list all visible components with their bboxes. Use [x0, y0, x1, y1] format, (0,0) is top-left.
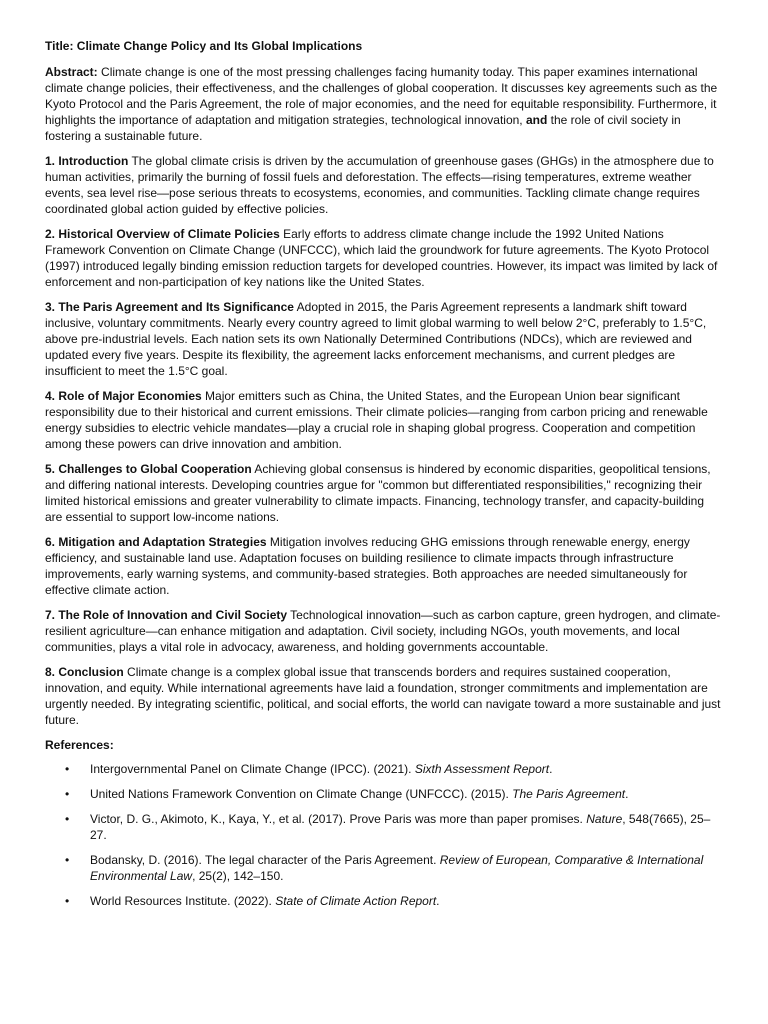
section-paris-agreement: [45, 299, 723, 379]
abstract-text-part1: Climate change is one of the most pressing challenges facing humanity today. This paper examines international climate change policies, their effectiveness, and the challenges of global cooperation. It discusses key agreements such as the Kyoto Protocol and the Paris Agreement, the role of major economies, and the need for equitable responsibility. Furthermore, it highlights the importance of adaptation and mitigation strategies, technological innovation,: [45, 65, 718, 127]
reference-suffix: , 25(2), 142–150.: [192, 869, 284, 883]
reference-text: World Resources Institute. (2022).: [90, 894, 276, 908]
references-heading: [45, 737, 723, 753]
reference-suffix: .: [549, 762, 553, 776]
reference-item: [45, 893, 723, 909]
reference-text: Intergovernmental Panel on Climate Change (IPCC). (2021).: [90, 762, 415, 776]
abstract-paragraph: [45, 64, 723, 144]
section-introduction: [45, 153, 723, 217]
abstract-text-part2: the role of civil society in fostering a sustainable future.: [45, 113, 681, 143]
reference-title: The Paris Agreement: [512, 787, 626, 801]
references-heading-text: References:: [45, 738, 114, 752]
bullet-icon: •: [65, 812, 70, 826]
section-body: Adopted in 2015, the Paris Agreement represents a landmark shift toward inclusive, voluntary commitments. Nearly every country agreed to limit global warming to well below 2°C, preferably to 1.5°C, above pre-industrial levels. Each nation sets its own Nationally Determined Contributions (NDCs), which are reviewed and updated every five years. Despite its flexibility, the agreement lacks enforcement mechanisms, and current pledges are insufficient to meet the 1.5°C goal.: [45, 300, 707, 378]
section-heading: 1. Introduction: [45, 154, 129, 168]
bullet-icon: •: [65, 762, 70, 776]
reference-suffix: .: [625, 787, 629, 801]
reference-text: Bodansky, D. (2016). The legal character of the Paris Agreement.: [90, 853, 440, 867]
reference-suffix: , 548(7665), 25–27.: [90, 812, 711, 842]
reference-suffix: .: [436, 894, 440, 908]
reference-title: Review of European, Comparative & International Environmental Law: [90, 853, 704, 883]
references-list: [45, 761, 723, 909]
reference-item: [45, 852, 723, 884]
section-body: Climate change is a complex global issue that transcends borders and requires sustained cooperation, innovation, and equity. While international agreements have laid a foundation, stronger commitments and implementation are urgently needed. By integrating scientific, political, and social efforts, the world can navigate toward a more sustainable and just future.: [45, 665, 721, 727]
section-conclusion: [45, 664, 723, 728]
section-global-cooperation: [45, 461, 723, 525]
abstract-bold-and: and: [525, 113, 548, 127]
reference-title: Sixth Assessment Report: [414, 762, 550, 776]
document-title: [45, 38, 723, 54]
section-heading: 8. Conclusion: [45, 665, 124, 679]
section-body: Achieving global consensus is hindered by economic disparities, geopolitical tensions, and differing national interests. Developing countries argue for "common but differentiated responsibilities," recognizing their limited historical emissions and greater vulnerability to climate impacts. Financing, technology transfer, and capacity-building are essential to support low-income nations.: [45, 462, 711, 524]
section-heading: 7. The Role of Innovation and Civil Society: [45, 608, 288, 622]
bullet-icon: •: [65, 787, 70, 801]
section-major-economies: [45, 388, 723, 452]
section-heading: 2. Historical Overview of Climate Policies: [45, 227, 280, 241]
section-body: Technological innovation—such as carbon capture, green hydrogen, and climate-resilient agriculture—can enhance mitigation and adaptation. Civil society, including NGOs, youth movements, and local communities, plays a vital role in advocacy, awareness, and holding governments accountable.: [45, 608, 721, 654]
abstract-label: Abstract:: [45, 65, 98, 79]
section-heading: 3. The Paris Agreement and Its Significance: [45, 300, 294, 314]
reference-title: State of Climate Action Report: [275, 894, 437, 908]
section-heading: 6. Mitigation and Adaptation Strategies: [45, 535, 267, 549]
reference-title: Nature: [586, 812, 623, 826]
section-body: The global climate crisis is driven by the accumulation of greenhouse gases (GHGs) in the atmosphere due to human activities, primarily the burning of fossil fuels and deforestation. The effects—rising temperatures, extreme weather events, sea level rise—pose serious threats to ecosystems, economies, and communities. Tackling climate change requires coordinated global action guided by effective policies.: [45, 154, 714, 216]
title-text: Climate Change Policy and Its Global Implications: [76, 39, 363, 53]
reference-item: [45, 761, 723, 777]
reference-text: Victor, D. G., Akimoto, K., Kaya, Y., et al. (2017). Prove Paris was more than paper promises.: [90, 812, 587, 826]
section-mitigation-adaptation: [45, 534, 723, 598]
section-body: Mitigation involves reducing GHG emissions through renewable energy, energy efficiency, and sustainable land use. Adaptation focuses on building resilience to climate impacts through infrastructure improvements, early warning systems, and community-based strategies. Both approaches are needed simultaneously for effective climate action.: [45, 535, 690, 597]
reference-item: [45, 786, 723, 802]
bullet-icon: •: [65, 894, 70, 908]
title-label: Title:: [45, 39, 74, 53]
section-heading: 4. Role of Major Economies: [45, 389, 202, 403]
section-innovation-civil-society: [45, 607, 723, 655]
section-heading: 5. Challenges to Global Cooperation: [45, 462, 252, 476]
section-historical-overview: [45, 226, 723, 290]
section-body: Early efforts to address climate change include the 1992 United Nations Framework Convention on Climate Change (UNFCCC), which laid the groundwork for future agreements. The Kyoto Protocol (1997) introduced legally binding emission reduction targets for developed countries. However, its impact was limited by lack of enforcement and non-participation of key nations like the United States.: [45, 227, 718, 289]
reference-item: [45, 811, 723, 843]
section-body: Major emitters such as China, the United States, and the European Union bear significant responsibility due to their historical and current emissions. Their climate policies—ranging from carbon pricing and renewable energy subsidies to electric vehicle mandates—play a crucial role in shaping global progress. Cooperation and competition among these powers can drive innovation and ambition.: [45, 389, 708, 451]
bullet-icon: •: [65, 853, 70, 867]
reference-text: United Nations Framework Convention on Climate Change (UNFCCC). (2015).: [90, 787, 513, 801]
